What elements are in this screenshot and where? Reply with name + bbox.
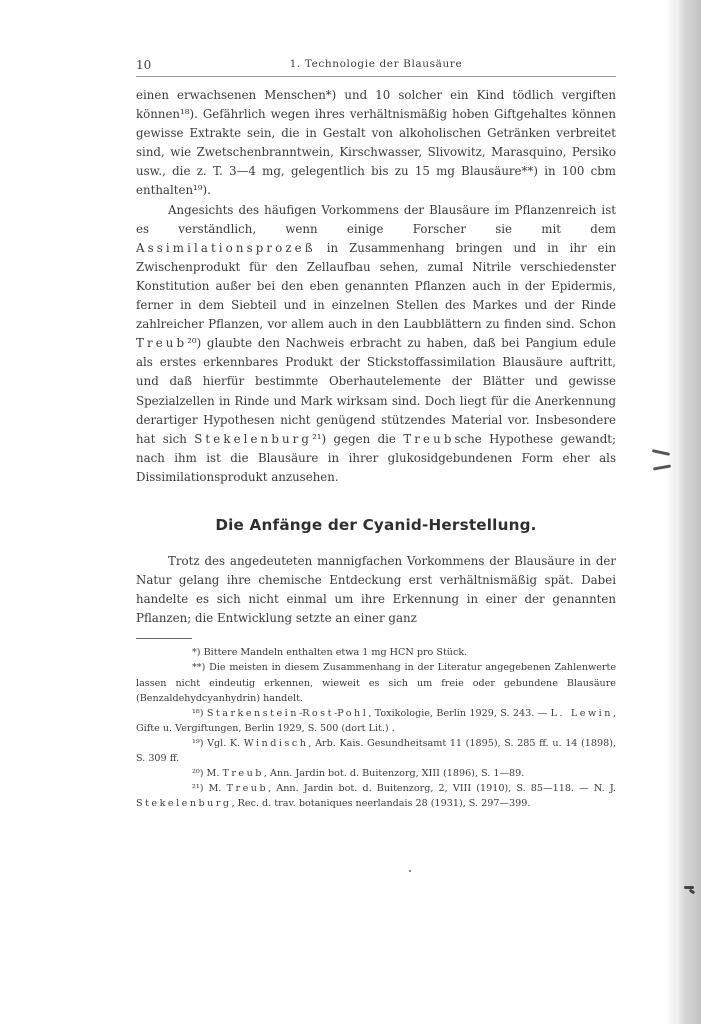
author-name: Treub <box>403 431 455 446</box>
footnote-text: , Ann. Jardin bot. d. Buitenzorg, XIII (1896), S. 1—89. <box>263 768 525 780</box>
paragraph-2-text: ²¹) gegen die <box>312 431 404 446</box>
footnote-text: - <box>333 707 338 719</box>
header-rule <box>136 76 616 77</box>
footnote <box>136 660 616 705</box>
author-name: Treub <box>226 783 269 795</box>
author-name: Stekelenburg <box>194 431 313 446</box>
scan-shadow <box>676 0 701 1024</box>
footnote-text: - <box>298 707 303 719</box>
author-name: Windisch <box>243 737 309 749</box>
spaced-term: Assimilationsprozeß <box>136 240 316 255</box>
page-number: 10 <box>136 58 152 72</box>
paragraph-2-text: in Zusammenhang bringen und in ihr ein Zwischenprodukt für den Zellaufbau sehen, zumal Nitrile verschiedenster Konstitution außer bei den eben genannten Pflanzen auch in der Epidermis, ferner in dem Siebteil und in einzelnen Stellen des Markes und der Rinde zahlreicher Pflanzen, vor allem auch in den Laubblättern zu finden sind. Schon <box>136 240 616 332</box>
footnote-rule <box>136 638 192 639</box>
paragraph-2 <box>136 201 616 487</box>
author-name: Pohl <box>337 707 369 719</box>
footnote-text: Bittere Mandeln enthalten etwa 1 mg HCN pro Stück. <box>203 647 468 659</box>
footnote-text: Die meisten in diesem Zusammenhang in der Literatur angegebenen Zahlenwerte lassen nicht eindeutig erkennen, wieweit es sich um freie oder gebundene Blausäure (Benzaldehydcyanhydrin) handelt. <box>136 662 616 704</box>
paragraph-2-text: ²⁰) glaubte den Nachweis erbracht zu haben, daß bei Pangium edule als erstes erkennbares Produkt der Stickstoffassimilation Blausäure auftritt, und daß hierfür bestimmte Oberhautelemente der Blätter und gewisse Spezialzellen in Rinde und Mark wirksam sind. Doch liegt für die Anerkennung derartiger Hypothesen nicht genügend stützendes Material vor. Insbesondere hat sich <box>136 336 616 446</box>
footnote-text: , Gifte u. Vergiftungen, Berlin 1929, S. 500 (dort Lit.) . <box>136 707 616 734</box>
running-header <box>136 58 616 76</box>
footnote-label: ²⁰) <box>192 768 204 780</box>
footnote <box>136 645 616 660</box>
footnote <box>136 736 616 766</box>
paragraph-1: einen erwachsenen Menschen*) und 10 solcher ein Kind tödlich vergiften können¹⁸). Gefährlich wegen ihres verhältnismäßig hoben Giftgehaltes können gewisse Extrakte sein, die in Gestalt von alkoholischen Getränken verbreitet sind, wie Zwetschenbranntwein, Kirschwasser, Slivowitz, Marasquino, Persiko usw., die z. T. 3—4 mg, gelegentlich bis zu 15 mg Blausäure**) in 100 cbm enthalten¹⁹). <box>136 88 616 198</box>
footnote-text: , Rec. d. trav. botaniques neerlandais 28 (1931), S. 297—399. <box>231 798 531 810</box>
footnote-label: ¹⁹) <box>192 737 204 749</box>
footnote-label: *) <box>192 647 201 659</box>
running-title: 1. Technologie der Blausäure <box>289 58 463 70</box>
footnote-text: M. <box>208 783 227 795</box>
footnote <box>136 766 616 781</box>
footnote-text: Vgl. K. <box>207 737 244 749</box>
footnote-label: ¹⁸) <box>192 707 204 719</box>
footnote <box>136 706 616 736</box>
section-heading: Die Anfänge der Cyanid-Herstellung. <box>215 515 537 534</box>
paragraph-3: Trotz des angedeuteten mannigfachen Vorkommens der Blausäure in der Natur gelang ihre chemische Entdeckung erst verhältnismäßig spät. Dabei handelte es sich nicht einmal um ihre Erkennung in einer der genannten Pflanzen; die Entwicklung setzte an einer ganz <box>136 553 616 626</box>
footnote-text: M. <box>206 768 223 780</box>
paragraph-2-text: sche Hypothese gewandt; nach ihm ist die Blausäure in ihrer glukosidgebundenen Form eher als Dissimilationsprodukt anzusehen. <box>136 431 617 484</box>
paragraph-2-text: Angesichts des häufigen Vorkommens der Blausäure im Pflanzenreich ist es verständlich, wenn einige Forscher sie mit dem <box>136 202 616 236</box>
author-name: Treub <box>222 768 264 780</box>
author-name: Stekelenburg <box>136 798 232 810</box>
ink-speck <box>409 870 411 872</box>
page-edge <box>666 0 676 1024</box>
footnote <box>136 781 616 811</box>
footnote-label: ²¹) <box>192 783 204 795</box>
author-name: Starkenstein <box>206 707 299 719</box>
footnote-text: , Arb. Kais. Gesundheitsamt 11 (1895), S. 285 ff. u. 14 (1898), S. 309 ff. <box>136 737 616 764</box>
author-name: Treub <box>136 336 188 351</box>
author-name: Rost <box>302 707 334 719</box>
footnote-label: **) <box>192 662 206 674</box>
page-content <box>136 58 616 811</box>
author-name: L. Lewin <box>550 707 613 719</box>
footnote-text: , Toxikologie, Berlin 1929, S. 243. — <box>368 707 551 719</box>
footnote-text: , Ann. Jardin bot. d. Buitenzorg, 2, VIII (1910), S. 85—118. — N. J. <box>268 783 616 795</box>
